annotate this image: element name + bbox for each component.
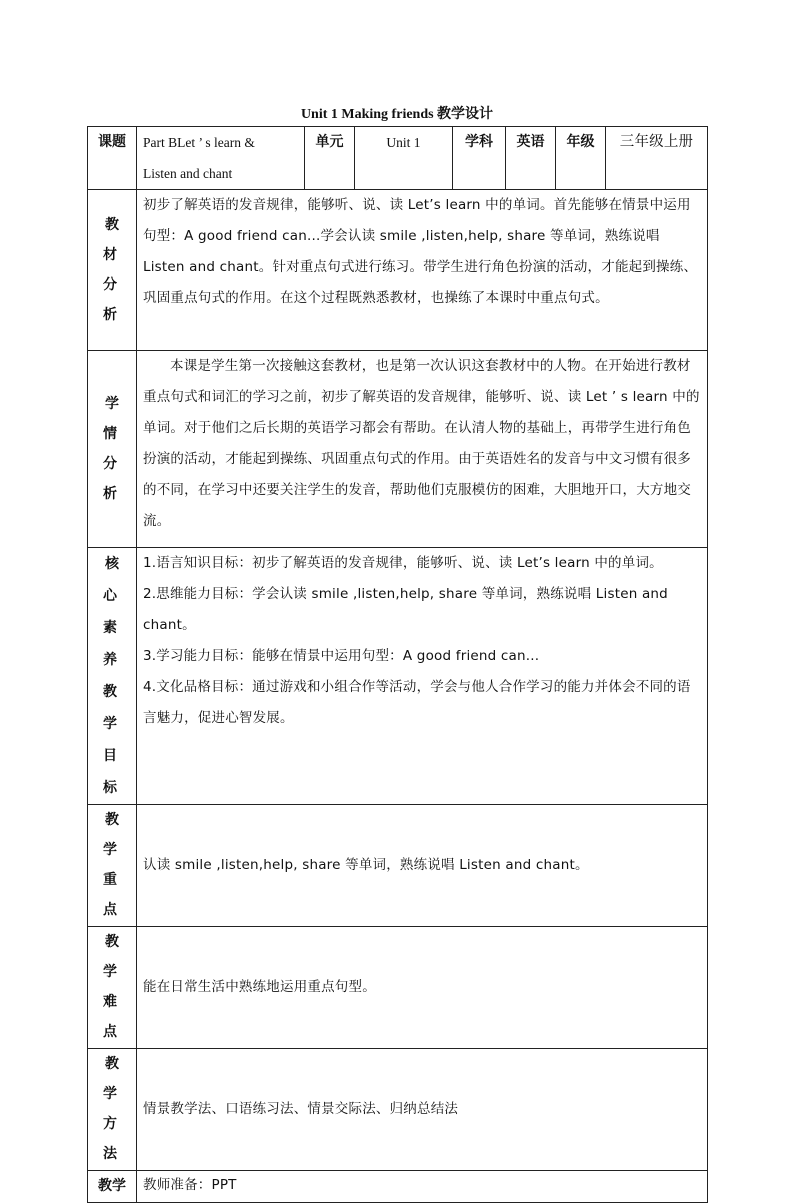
document-title: Unit 1 Making friends 教学设计 [300, 107, 494, 122]
topic-line-2: Listen and chant [143, 166, 233, 181]
topic-value [137, 127, 305, 190]
difficulties-text: 能在日常生活中熟练地运用重点句型。 [137, 927, 708, 1049]
goal-item-2: 2.思维能力目标：学会认读 smile ,listen,help, share 等单词，熟练说唱 Listen and chant。 [143, 586, 668, 633]
preparation-label: 教学 [88, 1171, 137, 1203]
material-analysis-label: 教材分析 [103, 216, 123, 323]
header-row [88, 127, 708, 190]
grade-label: 年级 [556, 127, 606, 190]
methods-row [88, 1049, 708, 1171]
goals-list [137, 548, 708, 805]
subject-label: 学科 [453, 127, 506, 190]
lesson-plan-table [87, 126, 708, 1203]
goal-item-1: 1.语言知识目标：初步了解英语的发音规律，能够听、说、读 Let’s learn 中的单词。 [143, 555, 663, 571]
student-analysis-text: 本课是学生第一次接触这套教材，也是第一次认识这套教材中的人物。在开始进行教材重点句式和词汇的学习之前，初步了解英语的发音规律，能够听、说、读 Let ’ s learn 中的单词。对于他们之后长期的英语学习都会有帮助。在认清人物的基础上，再带学生进行角色扮演的活动，才能起到操练、巩固重点句式的作用。由于英语姓名的发音与中文习惯有很多的不同，在学习中还要关注学生的发音，帮助他们克服模仿的困难，大胆地开口，大方地交流。 [137, 351, 708, 548]
unit-value: Unit 1 [355, 127, 453, 190]
key-points-label: 教学重点 [103, 812, 123, 918]
goal-item-3: 3.学习能力目标：能够在情景中运用句型：A good friend can... [143, 648, 540, 664]
preparation-row [88, 1171, 708, 1203]
key-points-row [88, 805, 708, 927]
key-points-text: 认读 smile ,listen,help, share 等单词，熟练说唱 Listen and chant。 [137, 805, 708, 927]
difficulties-row [88, 927, 708, 1049]
topic-label: 课题 [88, 127, 137, 190]
unit-label: 单元 [305, 127, 355, 190]
difficulties-label: 教学难点 [103, 934, 123, 1040]
goals-row [88, 548, 708, 805]
material-analysis-row [88, 190, 708, 351]
methods-label: 教学方法 [103, 1056, 123, 1162]
student-analysis-row [88, 351, 708, 548]
grade-value: 三年级上册 [606, 127, 708, 190]
methods-text: 情景教学法、口语练习法、情景交际法、归纳总结法 [137, 1049, 708, 1171]
goal-item-4: 4.文化品格目标：通过游戏和小组合作等活动，学会与他人合作学习的能力并体会不同的语言魅力，促进心智发展。 [143, 679, 691, 726]
material-analysis-text: 初步了解英语的发音规律，能够听、说、读 Let’s learn 中的单词。首先能够在情景中运用句型：A good friend can...学会认读 smile ,listen,help, share 等单词，熟练说唱 Listen and chant。针对重点句式进行练习。带学生进行角色扮演的活动，才能起到操练、巩固重点句式的作用。在这个过程既熟悉教材，也操练了本课时中重点句式。 [137, 190, 708, 351]
subject-value: 英语 [506, 127, 556, 190]
goals-label: 核心素养教学目标 [103, 556, 123, 796]
preparation-text: 教师准备：PPT [137, 1171, 708, 1203]
student-analysis-label: 学情分析 [103, 395, 123, 502]
topic-line-1: Part BLet ’ s learn & [143, 135, 255, 150]
